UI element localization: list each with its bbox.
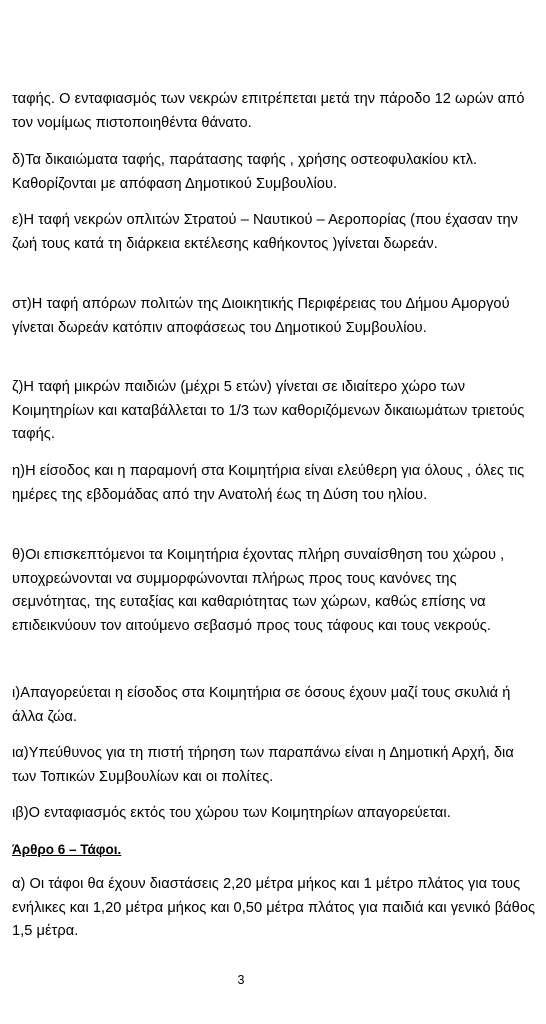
paragraph-i-animals-prohibited: ι)Απαγορεύεται η είσοδος στα Κοιμητήρια σε όσους έχουν μαζί τους σκυλιά ή άλλα ζώα. [12, 685, 511, 725]
paragraph-a-grave-dimensions: α) Οι τάφοι θα έχουν διαστάσεις 2,20 μέτρα μήκος και 1 μέτρο πλάτος για τους ενήλικες και 1,20 μέτρα μήκος και 0,50 μέτρα πλάτος για παιδιά και γενικό βάθος 1,5 μέτρα. [12, 876, 536, 939]
paragraph-burial-timing: ταφής. Ο ενταφιασμός των νεκρών επιτρέπεται μετά την πάροδο 12 ωρών από τον νομίμως πιστοποιηθέντα θάνατο. [12, 91, 525, 131]
paragraph-st-poor-citizens: στ)Η ταφή απόρων πολιτών της Διοικητικής Περιφέρειας του Δήμου Αμοργού γίνεται δωρεάν κατόπιν αποφάσεως του Δημοτικού Συμβουλίου. [12, 296, 510, 336]
paragraph-h-cemetery-access: η)Η είσοδος και η παραμονή στα Κοιμητήρια είναι ελεύθερη για όλους , όλες τις ημέρες της εβδομάδας από την Ανατολή έως τη Δύση του ηλίου. [12, 463, 525, 503]
paragraph-e-soldiers-burial: ε)Η ταφή νεκρών οπλιτών Στρατού – Ναυτικού – Αεροπορίας (που έχασαν την ζωή τους κατά τη διάρκεια εκτέλεσης καθήκοντος )γίνεται δωρεάν. [12, 212, 518, 252]
article-6-heading: Άρθρο 6 – Τάφοι. [12, 842, 122, 857]
paragraph-ib-burial-outside: ιβ)Ο ενταφιασμός εκτός του χώρου των Κοιμητηρίων απαγορεύεται. [12, 805, 451, 821]
page-number: 3 [237, 973, 245, 987]
paragraph-th-visitor-conduct: θ)Οι επισκεπτόμενοι τα Κοιμητήρια έχοντας πλήρη συναίσθηση του χώρου , υποχρεώνονται να συμμορφώνονται πλήρως προς τους κανόνες της σεμνότητας, της ευταξίας και καθαριότητας των χώρων, καθώς επίσης να επιδεικνύουν τον αιτούμενο σεβασμό προς τους τάφους και τους νεκρούς. [12, 547, 505, 634]
paragraph-d-burial-rights: δ)Τα δικαιώματα ταφής, παράτασης ταφής , χρήσης οστεοφυλακίου κτλ. Καθορίζονται με απόφαση Δημοτικού Συμβουλίου. [12, 152, 478, 192]
paragraph-z-children-burial: ζ)Η ταφή μικρών παιδιών (μέχρι 5 ετών) γίνεται σε ιδιαίτερο χώρο των Κοιμητηρίων και καταβάλλεται το 1/3 των καθοριζόμενων δικαιωμάτων τριετούς ταφής. [12, 379, 525, 442]
paragraph-ia-responsibility: ια)Υπεύθυνος για τη πιστή τήρηση των παραπάνω είναι η Δημοτική Αρχή, δια των Τοπικών Συμβουλίων και οι πολίτες. [12, 745, 514, 785]
